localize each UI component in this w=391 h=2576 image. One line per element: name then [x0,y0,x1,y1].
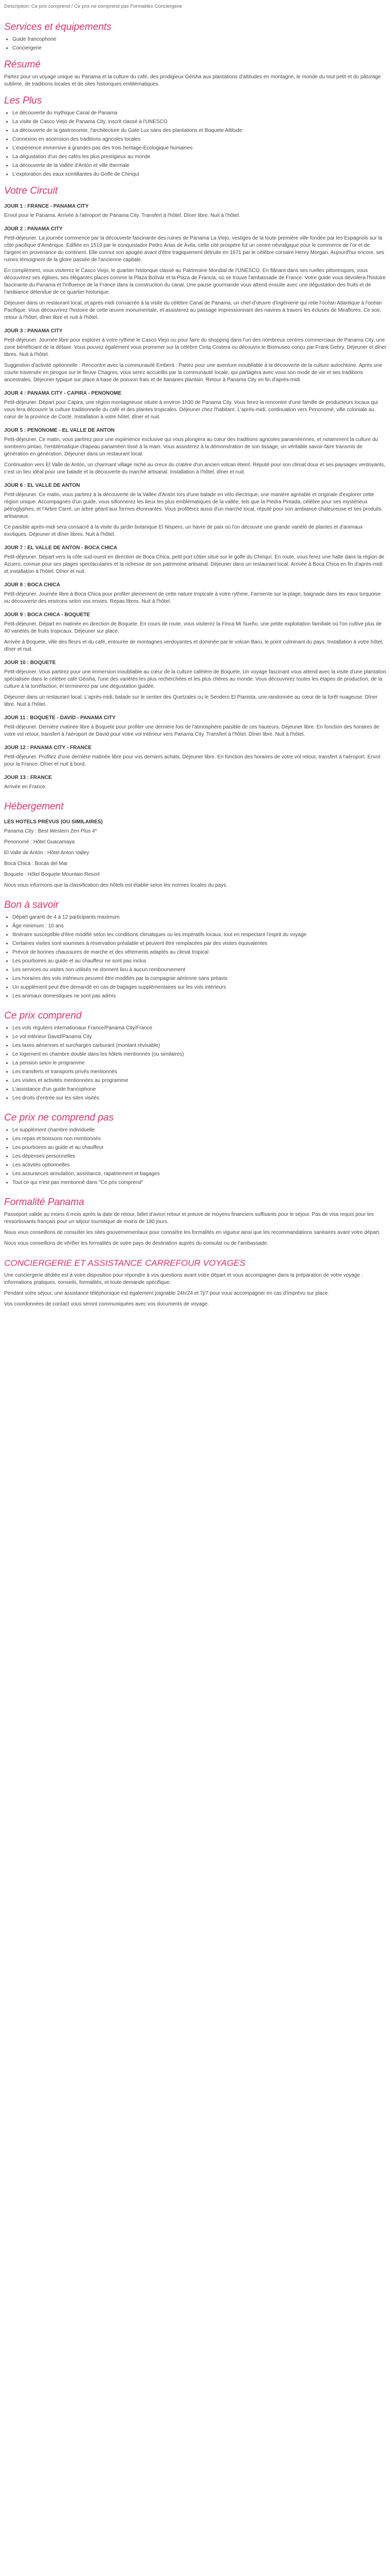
day-paragraph: Petit-déjeuner. Ce matin, vous partirez à la découverte de la Vallée d'Antón lors d'une balade en vélo électrique, une manière agréable et originale d'explorer cette région unique. Accompagnés d'un guide, vous sillonnerez les lieux les plus emblématiques de la vallée, tels que la Piedra Pintada, célèbre pour ses mystérieux pétroglyphes, et l'Arbre Carré, un arbre géant aux formes étonnantes. Vous profiterez aussi d'un marché local, réputé pour son ambiance chaleureuse et ses produits artisanaux. [4,492,382,519]
services-title: Services et équipements [4,22,112,32]
list-item: • Les visites et activités mentionnées au programme [12,1077,387,1084]
day-title: JOUR 2 : PANAMA CITY [4,226,63,232]
day-title: JOUR 12 : PANAMA CITY - FRANCE [4,745,92,751]
day-paragraph: Envol pour le Panama. Arrivée à l'aéroport de Panama City. Transfert à l'hôtel. Dîner libre. Nuit à l'hôtel. [4,213,240,218]
list-item: • Un supplément peut être demandé en cas de bagages supplémentaires sur les vols intérieurs [12,984,387,991]
day-paragraph: Petit-déjeuner. Départ vers la côte sud-ouest en direction de Boca Chica, petit port côtier situé sur le golfe du Chiriquí. En route, vous ferez une halte dans la région de Azuero, connue pour ses plages spectaculaires et la richesse de son patrimoine artisanal. Déjeuner dans un restaurant local. Arrivée à Boca Chica en fin d'après-midi et installation à l'hôtel. Dîner et nuit. [4,554,385,574]
list-item: • Itinéraire susceptible d'être modifié selon les conditions climatiques ou les impératifs locaux, tout en respectant l'esprit du voyage [12,931,387,939]
list-item: • Le supplément chambre individuelle [12,1127,387,1134]
hotel-line: El Valle de Antón : Hôtel Anton Valley [4,850,89,856]
day-title: JOUR 7 : EL VALLE DE ANTON - BOCA CHICA [4,545,118,551]
bon-a-savoir-list [4,914,387,1000]
formalites-text: Nous vous conseillons de consulter les sites gouvernementaux pour connaître les formalités en vigueur ainsi que les recommandations sanitaires avant votre départ. [4,1230,381,1235]
day-paragraph: Petit-déjeuner. Dernière matinée libre à Boquete pour profiter une dernière fois de l'atmosphère paisible de ces hauteurs. Déjeuner libre. En fonction des horaires de votre vol retour, transfert à l'aéroport de David pour votre vol intérieur vers Panama City. Transfert à l'hôtel. Dîner libre. Nuit à l'hôtel. [4,724,380,737]
day-paragraph: Arrivée en France. [4,784,47,790]
list-item: • Certaines visites sont soumises à réservation préalable et peuvent être remplacées par des visites équivalentes [12,940,387,947]
price-excludes-list [4,1127,387,1187]
day-paragraph: Petit-déjeuner. Journée libre pour explorer à votre rythme le Casco Viejo ou pour faire du shopping dans l'un des nombreux centres commerciaux de Panama City, une zone bénéficiant de la détaxe. Vous pouvez également vous promener sur la célèbre Cinta Costera ou découvrir le Biomuseo conçu par Frank Gehry. Déjeuner et dîner libres. Nuit à l'hôtel. [4,337,387,358]
list-item: • Départ garanti de 4 à 12 participants maximum [12,914,387,921]
day-paragraph: Ce paisible après-midi sera consacré à la visite du jardin botanique El Nispero, un havre de paix où l'on découvre une grande variété de plantes et d'animaux exotiques. Déjeuner et dîner libres. Nuit à l'hôtel. [4,524,363,537]
list-item: • La visite de Casco Viejo de Panama City, inscrit classé à l'UNESCO [12,118,387,126]
day-paragraph: Petit-déjeuner. Départ pour Capira, une région montagneuse située à environ 1h30 de Panama City. Vous ferez la rencontre d'une famille de producteurs locaux qui vous fera découvrir la culture traditionnelle du café et des plantes tropicales. Déjeuner chez l'habitant. L'après-midi, continuation vers Penonomé, ville coloniale au cœur de la province de Coclé. Installation à votre hôtel, dîner et nuit. [4,400,378,420]
resume-text: Partez pour un voyage unique au Panama et la culture du café, des prodigieux Géisha aux plantations d'altitudes en montagne, le monde du tout petit et du pâturage sublime, de traditions locales et de sites historiques emblématiques. [4,74,381,87]
list-item: • Âge minimum : 10 ans [12,923,387,930]
list-item: • Les animaux domestiques ne sont pas admis [12,993,387,1000]
hotels-label: LES HOTELS PRÉVUS (OU SIMILAIRES) [4,819,103,825]
day-title: JOUR 13 : FRANCE [4,775,52,781]
day-paragraph: Déjeuner dans un restaurant local, et après-midi consacrée à la visite du célèbre Canal de Panama, un chef-d'œuvre d'ingénierie qui relie l'océan Atlantique à l'océan Pacifique. Vous découvrirez l'histoire de cette œuvre monumentale, et assisterez au passage impressionnant des navires à travers les écluses de Miraflores. Ce soir, retour à l'hôtel, dîner libre et nuit à l'hôtel. [4,300,382,320]
price-excludes-title: Ce prix ne comprend pas [4,1112,114,1123]
conciergerie-text: Vos coordonnées de contact vous seront communiquées avec vos documents de voyage. [4,1301,209,1307]
day-title: JOUR 9 : BOCA CHICA - BOQUETE [4,612,90,618]
day-title: JOUR 8 : BOCA CHICA [4,582,60,588]
day-paragraph: Petit-déjeuner. La journée commence par la découverte fascinante des ruines de Panama La Viejo, vestiges de la toute première ville fondée par les Espagnols sur la côte pacifique d'Amérique. Édifiée en 1519 par le conquistador Pedro Arias de Ávila, cette cité prospère fut un centre névralgique pour le commerce de l'or et de l'argent en provenance du continent. Elle connut son apogée avant d'être tragiquement détruite en 1671 par le célèbre corsaire Henry Morgan. Aujourd'hui encore, ses ruines témoignent de la gloire passée de l'ancienne capitale. [4,235,384,263]
itinerary-days [4,203,387,791]
list-item: • Les vols réguliers internationaux France/Panama City/France [12,1025,387,1032]
formalites-text: Passeport valide au moins 6 mois après la date de retour, billet d'avion retour et preuve de moyens financiers suffisants pour le séjour. Pas de visa requis pour les ressortissants français pour un séjour touristique de moins de 180 jours. [4,1212,374,1225]
list-item: • Les dépenses personnelles [12,1153,387,1160]
list-item: • Tout ce qui n'est pas mentionné dans "Ce prix comprend" [12,1179,387,1187]
day-title: JOUR 10 : BOQUETE [4,660,56,666]
list-item: • Les droits d'entrée sur les sites visités [12,1095,387,1102]
day-title: JOUR 5 : PENONOME - EL VALLE DE ANTON [4,428,115,433]
bon-a-savoir-title: Bon à savoir [4,900,59,910]
plus-list [4,110,387,178]
list-item: • Les activités optionnelles [12,1162,387,1169]
list-item: • Connexion en ascension des traditions agricoles locales [12,136,387,143]
day-title: JOUR 4 : PANAMA CITY - CAPIRA - PENONOME [4,391,122,396]
hotel-line: Boca Chica : Bocas del Mar [4,861,68,867]
hotel-line: Panama City : Best Western Zen Plus 4* [4,828,97,834]
list-item: • La découverte de la Vallée d'Antón et ville thermale [12,162,387,170]
day-paragraph: Petit-déjeuner. Ce matin, vous partirez pour une expérience exclusive qui vous plongera au cœur des traditions agricoles panaméennes, et notamment la culture du sombrero pintao, l'emblématique chapeau panaméen tissé à la main. Vous assisterez à la démonstration de son tissage, un véritable savoir-faire transmis de génération en génération. Déjeuner dans un restaurant local. [4,437,378,457]
list-item: • Les pourboires au guide et au chauffeur ne sont pas inclus [12,958,387,965]
day-title: JOUR 1 : FRANCE - PANAMA CITY [4,204,89,209]
list-item: • Conciergerie [12,45,387,52]
list-item: • La dégustation d'un des cafés les plus prestigieux au monde [12,154,387,161]
day-paragraph: Arrivée à Boquete, ville des fleurs et du café, entourée de montagnes verdoyantes et dominée par le volcan Barú, le point culminant du pays. Installation à votre hôtel, dîner et nuit. [4,639,383,652]
list-item: • Le vol intérieur David/Panama City [12,1033,387,1041]
list-item: • L'assistance d'un guide francophone [12,1086,387,1093]
list-item: • L'expérience immersive à grandes pas des trois heritage-Ecologique humaines [12,145,387,152]
day-paragraph: Petit-déjeuner. Départ en matinée en direction de Boquete. En cours de route, vous visiterez la Finca Mi Sueño, une petite exploitation familiale où l'on cultive plus de 40 variétés de fruits tropicaux. Déjeuner sur place. [4,621,382,634]
conciergerie-text: Pendant votre séjour, une assistance téléphonique est également joignable 24h/24 et 7j/7 pour vous accompagner en cas d'imprévu sur place. [4,1291,330,1296]
conciergerie-text: Une conciergerie dédiée est à votre disposition pour répondre à vos questions avant votre départ et vous accompagner dans la préparation de votre voyage : informations pratiques, conseils, formalités, et toute demande spécifique. [4,1273,363,1285]
list-item: • Les services ou visites non utilisés ne donnent lieu à aucun remboursement [12,967,387,974]
plus-title: Les Plus [4,95,42,106]
list-item: • Les repas et boissons non mentionnés [12,1136,387,1143]
day-title: JOUR 11 : BOQUETE - DAVID - PANAMA CITY [4,715,116,721]
hotels-title: Hébergement [4,801,64,812]
list-item: • Les taxes aériennes et surcharges carburant (montant révisable) [12,1042,387,1049]
resume-title: Résumé [4,59,41,70]
list-item: • Le découverte du mythique Canal de Panama [12,110,387,117]
services-list [4,36,387,52]
formalites-title: Formalité Panama [4,1197,85,1208]
list-item: • Le logement en chambre double dans les hôtels mentionnés (ou similaires) [12,1051,387,1058]
list-item: • L'exploration des eaux scintillantes du Golfe de Chiriquí [12,171,387,178]
price-includes-list [4,1025,387,1102]
hotel-line: Boquete : Hôtel Boquete Mountain Resort [4,872,100,877]
list-item: • Les horaires des vols intérieurs peuvent être modifiés par la compagnie aérienne sans préavis [12,975,387,982]
day-title: JOUR 6 : EL VALLE DE ANTON [4,483,80,488]
list-item: • La pension selon le programme [12,1060,387,1067]
list-item: • Guide francophone [12,36,387,43]
day-paragraph: Petit-déjeuner. Journée libre à Boca Chica pour profiter pleinement de cette nature tropicale à votre rythme. Farniente sur la plage, baignade dans les eaux turquoise ou découverte des environs selon vos envies. Repas libres. Nuit à l'hôtel. [4,591,381,604]
day-title: JOUR 3 : PANAMA CITY [4,328,63,334]
day-paragraph: Petit-déjeuner. Profitez d'une dernière matinée libre pour vos derniers achats. Déjeuner libre. En fonction des horaires de votre vol retour, transfert à l'aéroport. Envol pour la France. Dîner et nuit à bord. [4,754,381,767]
day-paragraph: Petit-déjeuner. Vous partirez pour une immersion inoubliable au cœur de la culture caféière de Boquete. Un voyage fascinant vous attend avec la visite d'une plantation spécialisée dans le célèbre café Géisha, l'une des variétés les plus recherchées et les plus chères au monde. Vous découvrirez toutes les étapes de production, de la culture à la torréfaction, et terminerez par une dégustation guidée. [4,669,386,689]
day-paragraph: En complément, vous visiterez le Casco Viejo, le quartier historique classé au Patrimoine Mondial de l'UNESCO. En flânant dans ses ruelles pittoresques, vous découvrirez ses églises, ses élégantes places comme la Plaza Bolívar et la Plaza de Francia, où se trouve l'ambassade de France. Votre guide vous dévoilera l'histoire fascinante du Panama et l'influence de la France dans la construction du canal. Une pause gourmande vous attend ensuite avec une dégustation des fruits et de l'ambiance détendue de ce quartier historique. [4,268,386,295]
day-paragraph: Continuation vers El Valle de Antón, un charmant village niché au creux du cratère d'un ancien volcan éteint. Réputé pour son climat doux et ses paysages verdoyants, c'est un lieu idéal pour une balade et la découverte du marché artisanal. Installation à l'hôtel, dîner et nuit. [4,462,385,475]
list-item: • Les transferts et transports privés mentionnés [12,1069,387,1076]
day-paragraph: Suggestion d'activité optionnelle : Rencontre avec la communauté Emberá : Partez pour une aventure inoubliable à la découverte de la culture autochtone. Après une courte traversée en pirogue sur le fleuve Chagres, vous serez accueillis par la communauté locale, qui partagera avec vous son mode de vie et ses traditions ancestrales. Déjeuner typique sur place à base de poisson frais et de bananes plantain. Retour à Panama City en fin d'après-midi. [4,363,382,383]
hotel-line: Penonomé : Hôtel Guacamaya [4,839,75,845]
conciergerie-title: CONCIERGERIE ET ASSISTANCE CARREFOUR VOYAGES [4,1258,246,1268]
price-includes-title: Ce prix comprend [4,1010,82,1021]
hotel-note: Nous vous informons que la classification des hôtels est établie selon les normes locales du pays. [4,883,228,888]
day-paragraph: Déjeuner dans un restaurant local. L'après-midi, balade sur le sentier des Quetzales ou le Sendero El Pianista, une randonnée au cœur de la forêt nuageuse. Dîner libre. Nuit à l'hôtel. [4,694,378,707]
list-item: • Prévoir de bonnes chaussures de marche et des vêtements adaptés au climat tropical [12,949,387,956]
list-item: • Les assurances annulation, assistance, rapatriement et bagages [12,1171,387,1178]
formalites-text: Nous vous conseillons de vérifier les formalités de votre pays de destination auprès du consulat ou de l'ambassade. [4,1241,269,1246]
page-description: Description: Ce prix comprend / Ce prix ne comprend pas Formalités Conciergerie [4,4,183,9]
list-item: • Les pourboires au guide et au chauffeur [12,1144,387,1151]
list-item: • La découverte de la gastronomie, l'architecture du Gate Lux sans des plantations et Boquete Altitude [12,127,387,134]
itinerary-title: Votre Circuit [4,185,58,196]
